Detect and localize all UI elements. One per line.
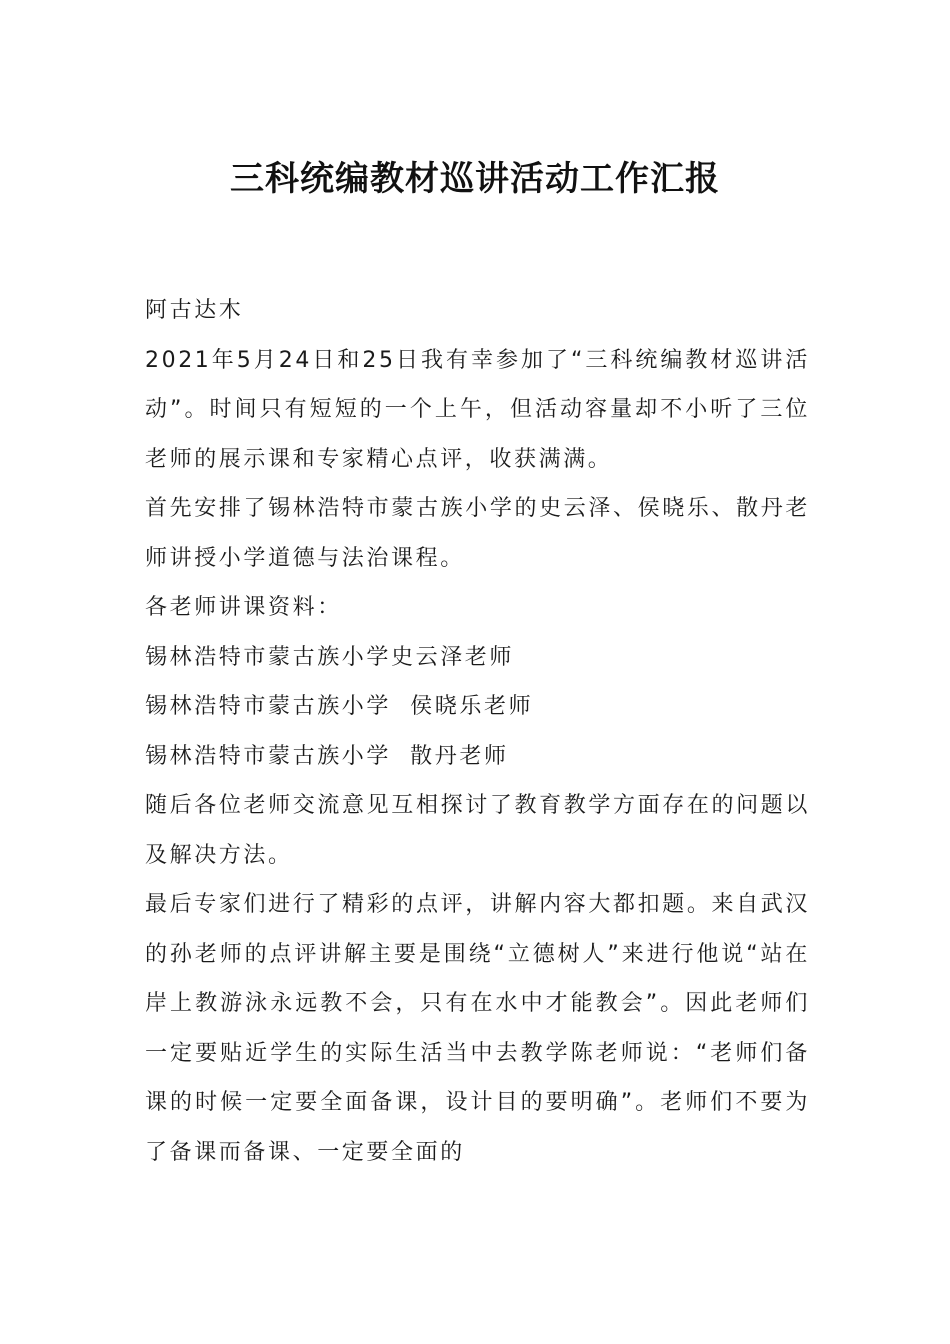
paragraph-activity-intro: 2021年5月24日和25日我有幸参加了“三科统编教材巡讲活动”。时间只有短短的一个上午，但活动容量却不小听了三位老师的展示课和专家精心点评，收获满满。 (145, 347, 810, 472)
teacher-line-1: 锡林浩特市蒙古族小学史云泽老师 (145, 644, 515, 670)
paragraph-expert-review: 最后专家们进行了精彩的点评，讲解内容大都扣题。来自武汉的孙老师的点评讲解主要是围绕“立德树人”来进行他说“站在岸上教游泳永远教不会，只有在水中才能教会”。因此老师们一定要贴近学生的实际生活当中去教学陈老师说：“老师们备课的时候一定要全面备课，设计目的要明确”。老师们不要为了备课而备课、一定要全面的 (145, 892, 810, 1165)
teacher-line-3: 锡林浩特市蒙古族小学 散丹老师 (145, 743, 509, 769)
paragraph-lesson-arrangement: 首先安排了锡林浩特市蒙古族小学的史云泽、侯晓乐、散丹老师讲授小学道德与法治课程。 (145, 496, 810, 571)
document-title: 三科统编教材巡讲活动工作汇报 (230, 159, 720, 199)
author-line: 阿古达木 (145, 298, 244, 323)
paragraph-discussion: 随后各位老师交流意见互相探讨了教育教学方面存在的问题以及解决方法。 (145, 793, 810, 868)
document-body (145, 286, 810, 1177)
teacher-line-2: 锡林浩特市蒙古族小学 侯晓乐老师 (145, 694, 534, 719)
paragraph-materials-heading: 各老师讲课资料： (145, 595, 342, 620)
